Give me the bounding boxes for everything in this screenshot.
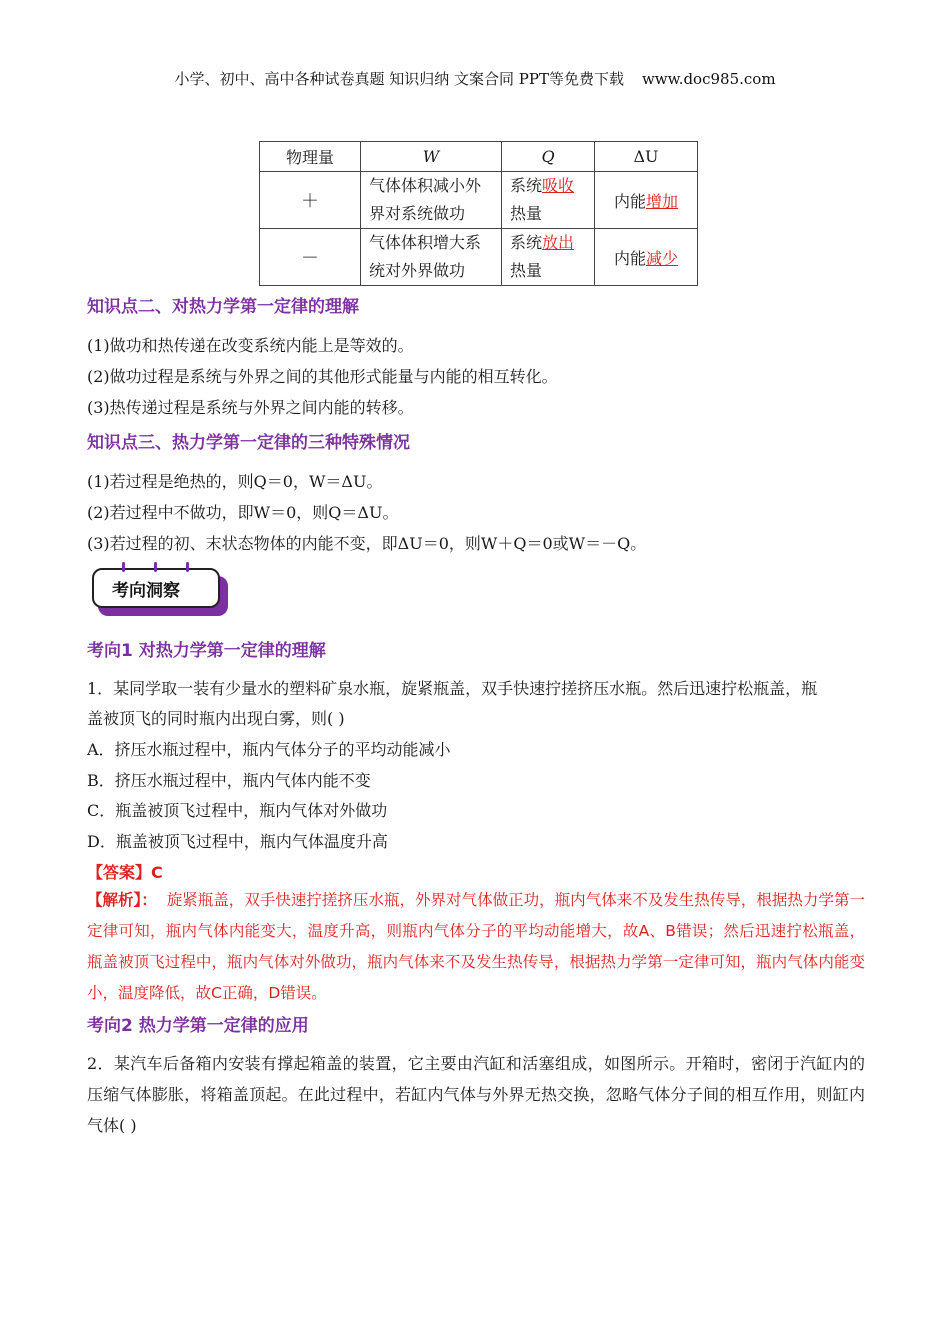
table-header-cell: W xyxy=(361,142,502,172)
list-item: (3)热传递过程是系统与外界之间内能的转移。 xyxy=(87,398,414,417)
list-item: (1)做功和热传递在改变系统内能上是等效的。 xyxy=(87,336,414,355)
question-stem: 盖被顶飞的同时瓶内出现白雾，则( ) xyxy=(87,709,345,728)
exam-direction-badge xyxy=(92,568,228,616)
section-title: 知识点三、热力学第一定律的三种特殊情况 xyxy=(87,433,410,453)
table-row xyxy=(260,172,698,229)
page-header xyxy=(0,68,950,89)
question-stem: 1．某同学取一装有少量水的塑料矿泉水瓶，旋紧瓶盖，双手快速拧搓挤压水瓶。然后迅速拧松瓶盖，瓶 xyxy=(87,679,818,698)
option-c: C．瓶盖被顶飞过程中，瓶内气体对外做功 xyxy=(87,801,388,820)
answer: 【答案】C xyxy=(87,863,163,882)
analysis-text: 旋紧瓶盖，双手快速拧搓挤压水瓶，外界对气体做正功，瓶内气体来不及发生热传导，根据热力学第一定律可知，瓶内气体内能变大，温度升高，则瓶内气体分子的平均动能增大，故A、B错误；然后迅速拧松瓶盖，瓶盖被顶飞过程中，瓶内气体对外做功，瓶内气体来不及发生热传导，根据热力学第一定律可知，瓶内气体内能变小，温度降低，故C正确，D错误。 xyxy=(87,891,865,1002)
analysis-label: 【解析】： xyxy=(87,891,157,909)
table-header-row xyxy=(260,142,698,172)
work-cell: 气体体积增大系统对外界做功 xyxy=(361,229,502,286)
binder-tab-icon xyxy=(154,562,157,572)
energy-keyword: 增加 xyxy=(646,191,679,211)
table-header-cell: ΔU xyxy=(595,142,698,172)
table-row xyxy=(260,229,698,286)
heat-keyword: 放出 xyxy=(542,233,575,252)
sign-convention-table xyxy=(259,141,698,286)
list-item: (1)若过程是绝热的，则Q＝0，W＝ΔU。 xyxy=(87,472,383,491)
list-item: (2)若过程中不做功，即W＝0，则Q＝ΔU。 xyxy=(87,503,399,522)
badge-label: 考向洞察 xyxy=(112,581,180,601)
work-cell: 气体体积减小外界对系统做功 xyxy=(361,172,502,229)
header-url[interactable]: www.doc985.com xyxy=(641,70,776,88)
question-stem: 2．某汽车后备箱内安装有撑起箱盖的装置，它主要由汽缸和活塞组成，如图所示。开箱时，密闭于汽缸内的压缩气体膨胀，将箱盖顶起。在此过程中，若缸内气体与外界无热交换，忽略气体分子间的相互作用，则缸内气体( ) xyxy=(87,1054,865,1135)
heat-cell: 系统放出 热量 xyxy=(502,229,595,286)
energy-cell: 内能减少 xyxy=(595,229,698,286)
energy-cell: 内能增加 xyxy=(595,172,698,229)
energy-keyword: 减少 xyxy=(646,248,679,268)
direction-title: 考向1 对热力学第一定律的理解 xyxy=(87,641,326,661)
list-item: (3)若过程的初、末状态物体的内能不变，即ΔU＝0，则W＋Q＝0或W＝－Q。 xyxy=(87,534,647,553)
analysis xyxy=(87,885,865,1009)
option-d: D．瓶盖被顶飞过程中，瓶内气体温度升高 xyxy=(87,832,388,851)
table-header-cell: Q xyxy=(502,142,595,172)
direction-title: 考向2 热力学第一定律的应用 xyxy=(87,1016,309,1036)
option-a: A．挤压水瓶过程中，瓶内气体分子的平均动能减小 xyxy=(87,740,451,759)
list-item: (2)做功过程是系统与外界之间的其他形式能量与内能的相互转化。 xyxy=(87,367,558,386)
table-header-cell: 物理量 xyxy=(260,142,361,172)
option-b: B．挤压水瓶过程中，瓶内气体内能不变 xyxy=(87,771,371,790)
section-title: 知识点二、对热力学第一定律的理解 xyxy=(87,297,359,317)
binder-tab-icon xyxy=(186,562,189,572)
sign-cell: － xyxy=(260,229,361,286)
sign-cell: ＋ xyxy=(260,172,361,229)
heat-keyword: 吸收 xyxy=(542,176,575,195)
binder-tab-icon xyxy=(122,562,125,572)
heat-cell: 系统吸收 热量 xyxy=(502,172,595,229)
header-text: 小学、初中、高中各种试卷真题 知识归纳 文案合同 PPT等免费下载 xyxy=(174,70,624,88)
